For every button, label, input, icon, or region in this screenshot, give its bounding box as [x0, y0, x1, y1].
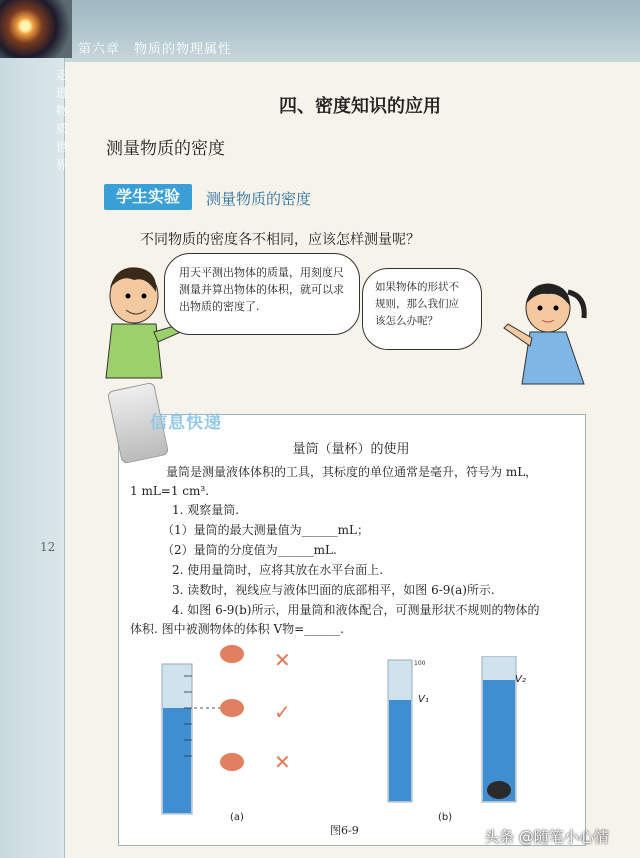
- experiment-badge: 学生实验: [104, 184, 192, 210]
- tick-label: 100: [414, 660, 426, 667]
- sub-title: 测量物质的密度: [106, 139, 225, 159]
- water-b1: [389, 700, 411, 801]
- side-band: [0, 58, 64, 858]
- info-line: 量筒是测量液体体积的工具，其标度的单位通常是毫升，符号为 mL，: [166, 465, 538, 479]
- section-title: 四、密度知识的应用: [279, 96, 441, 117]
- rock: [487, 781, 511, 799]
- side-title: 走进物质世界: [55, 68, 68, 172]
- v2-label: V₂: [515, 674, 526, 685]
- speech-bubble-boy: 用天平测出物体的质量，用刻度尺测量并算出物体的体积，就可以求出物质的密度了.: [164, 253, 360, 335]
- page-number: 12: [40, 540, 56, 554]
- galaxy-image: [0, 0, 72, 58]
- watermark: 头条 @随笔小心情: [484, 828, 609, 846]
- wrong-mark: ✕: [274, 750, 291, 774]
- info-line: 3. 读数时，视线应与液体凹面的底部相平，如图 6-9(a)所示.: [172, 583, 495, 597]
- info-title: 量筒（量杯）的使用: [292, 442, 410, 457]
- wrong-mark: ✕: [274, 648, 291, 672]
- speech-bubble-girl: 如果物体的形状不规则，那么我们应该怎么办呢？: [362, 268, 482, 350]
- right-mark: ✓: [274, 700, 291, 724]
- info-header: 信息快递: [150, 413, 222, 433]
- figure-caption: 图6-9: [330, 824, 359, 837]
- figure-a-label: (a): [230, 812, 244, 823]
- experiment-title: 测量物质的密度: [206, 190, 312, 208]
- info-line: （1）量筒的最大测量值为______mL；: [162, 523, 369, 537]
- v1-label: V₁: [418, 694, 429, 705]
- info-line: 体积. 图中被测物体的体积 V物=______.: [130, 622, 344, 636]
- info-line: 4. 如图 6-9(b)所示，用量筒和液体配合，可测量形状不规则的物体的: [172, 603, 540, 617]
- chapter-title: 第六章 物质的物理属性: [78, 42, 233, 57]
- info-line: 1. 观察量筒.: [172, 503, 240, 517]
- girl-illustration: [500, 278, 596, 390]
- figure-b-label: (b): [438, 812, 453, 823]
- question-text: 不同物质的密度各不相同，应该怎样测量呢？: [140, 232, 420, 248]
- info-line: 1 mL=1 cm³.: [130, 484, 210, 498]
- side-divider: [64, 58, 65, 858]
- info-line: 2. 使用量筒时，应将其放在水平台面上.: [172, 563, 384, 577]
- info-line: （2）量筒的分度值为______mL.: [162, 543, 337, 557]
